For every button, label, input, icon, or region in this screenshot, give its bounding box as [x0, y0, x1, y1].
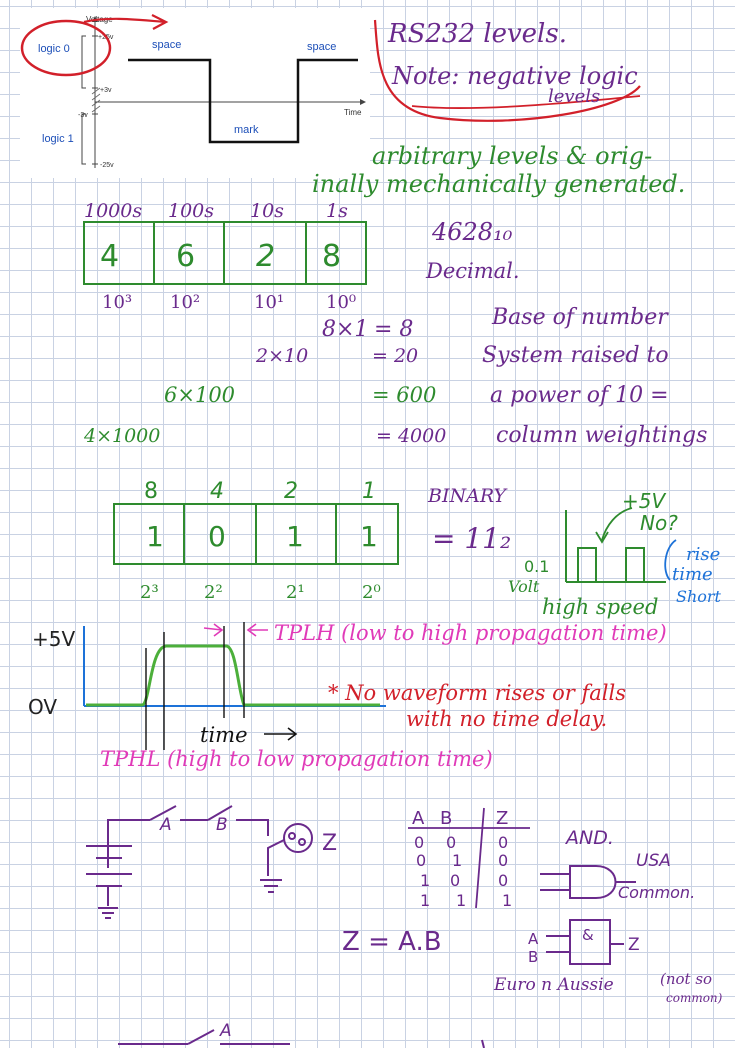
time-label: Time — [344, 108, 362, 117]
euro-b-label: B — [528, 948, 539, 966]
binary-header-0: 8 — [144, 479, 158, 504]
calc-expr-0: 8×1 — [322, 317, 369, 342]
logic0-highlight-circle — [22, 21, 110, 75]
pulse-sketch — [508, 489, 722, 619]
plus5v-label: +5V — [32, 627, 76, 651]
time-label-blue: time — [672, 564, 713, 585]
common2-label: common) — [666, 991, 723, 1005]
decimal-digit-0: 4 — [100, 239, 120, 274]
decimal-header-3: 1s — [326, 200, 348, 222]
prop-time-label: time — [200, 723, 248, 747]
truth-cell: 0 — [498, 871, 509, 890]
pulse-01: 0.1 — [524, 557, 550, 576]
truth-cell: 0 — [498, 833, 509, 852]
base-note-3: column weightings — [496, 423, 708, 448]
euro-z-label: Z — [628, 935, 640, 955]
switch-b-label: B — [216, 815, 228, 835]
euro-amp-label: & — [582, 926, 594, 944]
zero-v-label: OV — [28, 695, 58, 719]
no-waveform-note-2: with no time delay. — [406, 707, 608, 731]
decimal-digit-1: 6 — [176, 239, 196, 274]
circuit-wire-left — [108, 820, 150, 868]
calc-expr-2: 6×100 — [164, 383, 236, 407]
common-label: Common. — [618, 883, 696, 902]
decimal-value: 4628₁₀ — [432, 218, 513, 246]
not-so-label: (not so — [660, 970, 713, 988]
truth-cell: 1 — [452, 851, 463, 870]
decimal-power-0: 10³ — [102, 292, 133, 313]
calc-expr-1: 2×10 — [256, 345, 309, 367]
binary-power-1: 2² — [204, 582, 223, 603]
binary-header-1: 4 — [210, 479, 224, 504]
and-label: AND. — [566, 827, 614, 849]
binary-digit-2: 1 — [286, 520, 304, 553]
underline-negative-logic — [412, 96, 640, 108]
truth-cell: 1 — [420, 871, 431, 890]
decimal-header-1: 100s — [168, 200, 215, 222]
base-note-0: Base of number — [492, 305, 668, 330]
euro-a-label: A — [528, 930, 539, 948]
propagation-section — [28, 621, 667, 771]
calc-result-3: = 4000 — [376, 425, 447, 447]
truth-header-a: A — [412, 808, 425, 829]
logic0-label: logic 0 — [38, 43, 70, 55]
binary-section — [114, 479, 511, 603]
tphl-label: TPHL (high to low propagation time) — [100, 747, 493, 771]
lamp-z-label: Z — [322, 831, 338, 856]
tplh-label: TPLH (low to high propagation time) — [274, 621, 667, 645]
arbitrary-line1: arbitrary levels & orig- — [372, 142, 653, 170]
decimal-label: Decimal. — [426, 259, 520, 283]
binary-power-2: 2¹ — [286, 582, 305, 603]
base-note-1: System raised to — [482, 343, 669, 368]
truth-cell: 0 — [498, 851, 509, 870]
pulse-no: No? — [640, 511, 678, 535]
usa-label: USA — [636, 851, 671, 871]
pulse-train — [572, 548, 660, 582]
binary-header-3: 1 — [362, 479, 376, 504]
decimal-section — [83, 200, 707, 448]
arrow-to-levels — [84, 19, 165, 22]
binary-digit-0: 1 — [146, 520, 164, 553]
calc-result-0: = 8 — [374, 317, 414, 342]
decimal-power-3: 10⁰ — [326, 292, 357, 313]
decimal-power-1: 10² — [170, 292, 201, 313]
minus25-label: -25v — [100, 162, 114, 169]
and-gate-section — [86, 806, 312, 918]
short-label: Short — [676, 587, 721, 606]
plus25-label: +25v — [98, 34, 114, 41]
space2-label: space — [307, 41, 337, 53]
binary-digit-3: 1 — [360, 520, 378, 553]
bottom-a-label: A — [220, 1021, 232, 1041]
truth-cell: 0 — [416, 851, 427, 870]
binary-power-3: 2⁰ — [362, 582, 381, 603]
no-waveform-note-1: * No waveform rises or falls — [328, 681, 626, 705]
mark-label: mark — [234, 124, 259, 136]
binary-label: BINARY — [428, 485, 507, 507]
voltage-label: Voltage — [86, 15, 113, 24]
euro-aussie-label: Euro n Aussie — [494, 975, 614, 995]
rise-label: rise — [686, 544, 721, 565]
binary-digit-1: 0 — [208, 520, 226, 553]
rs232-title: RS232 levels. — [388, 19, 567, 49]
note-line2: levels — [548, 86, 601, 107]
truth-cell: 0 — [414, 833, 425, 852]
and-expression: Z = A.B — [342, 927, 442, 957]
truth-table — [408, 808, 530, 910]
truth-header-z: Z — [496, 808, 509, 829]
arbitrary-line2: inally mechanically generated. — [312, 170, 686, 198]
binary-power-0: 2³ — [140, 582, 159, 603]
pulse-plus5: +5V — [622, 489, 666, 513]
truth-header-b: B — [440, 808, 453, 829]
calc-result-2: = 600 — [372, 383, 437, 407]
note-line1: Note: negative logic — [392, 62, 638, 90]
plus3-label: +3v — [100, 87, 112, 94]
decimal-digit-3: 8 — [322, 239, 342, 274]
binary-value: = 11₂ — [432, 522, 512, 555]
base-note-2: a power of 10 = — [490, 383, 669, 408]
truth-cell: 1 — [456, 891, 467, 910]
logic1-label: logic 1 — [42, 133, 74, 145]
switch-a-label: A — [160, 815, 172, 835]
truth-cell: 1 — [502, 891, 513, 910]
calc-expr-3: 4×1000 — [84, 425, 161, 447]
decimal-header-2: 10s — [250, 200, 284, 222]
space1-label: space — [152, 39, 182, 51]
calc-result-1: = 20 — [372, 345, 419, 367]
decimal-power-2: 10¹ — [254, 292, 285, 313]
high-speed-label: high speed — [542, 595, 659, 619]
lamp-icon — [284, 824, 312, 852]
decimal-header-0: 1000s — [84, 200, 143, 222]
truth-cell: 0 — [450, 871, 461, 890]
truth-cell: 1 — [420, 891, 431, 910]
minus3-label: -3v — [78, 112, 88, 119]
truth-cell: 0 — [446, 833, 457, 852]
pulse-volt: Volt — [508, 577, 540, 596]
binary-header-2: 2 — [284, 479, 298, 504]
bottom-partial-circuit — [118, 1030, 484, 1048]
decimal-digit-2: 2 — [256, 239, 276, 274]
